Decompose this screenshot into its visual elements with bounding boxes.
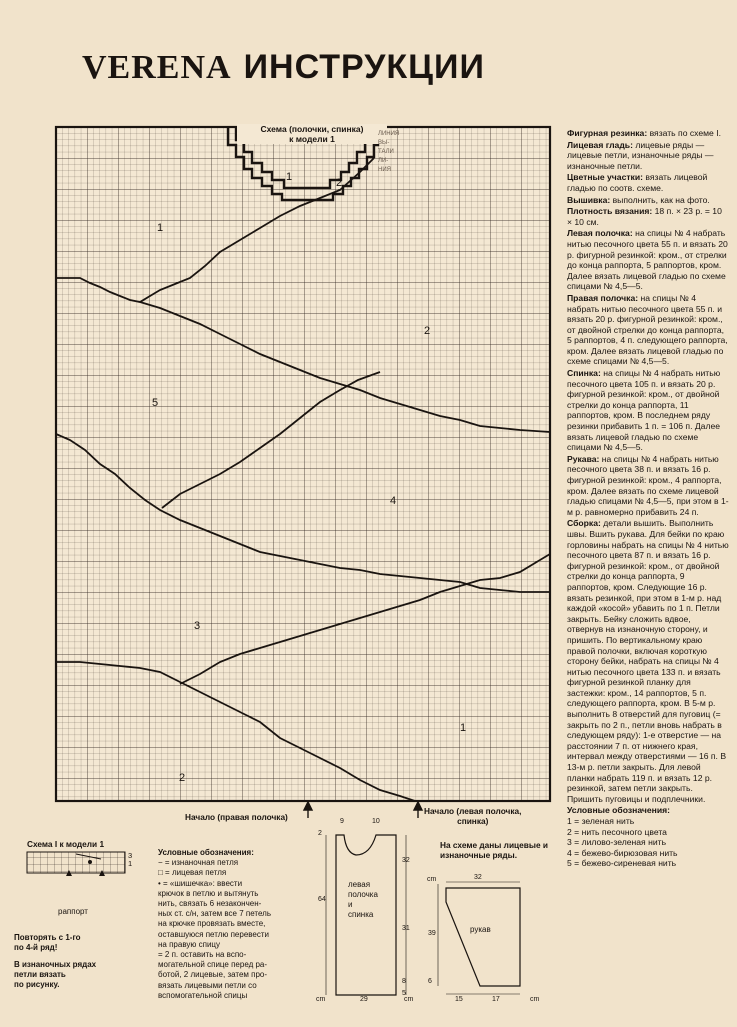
- note-line1: На схеме даны лицевые и: [440, 840, 548, 850]
- sleeve-dim: cm: [530, 996, 540, 1003]
- sleeve-dim: 6: [428, 978, 432, 985]
- sleeve-pattern: [428, 876, 558, 1006]
- start-left-line1: Начало (левая полочка,: [424, 806, 522, 816]
- instruction-body: на спицы № 4 набрать нитью песочного цвета 55 п. и вязать 20 р. фигурной резинкой: кром., от двойной стрелки до конца раппорта, 5 раппортов, 4 п. следующего раппорта, кром. Далее вязать лицевой гладью по схеме спицами № 4,5—5.: [567, 292, 728, 367]
- chart-title: [237, 124, 387, 144]
- dim-label: 32: [402, 857, 410, 864]
- instruction-paragraph: [567, 293, 729, 367]
- rapport-label: раппорт: [58, 907, 88, 916]
- start-right-label: Начало (правая полочка): [185, 812, 288, 822]
- instruction-paragraph: [567, 228, 729, 292]
- instruction-body: детали вышить. Выполнить швы. Вшить рукава. Для бейки по краю горловины набрать на спицы № 4 нитью песочного цвета 87 п. и вязать 16 р. фигурной резинкой: кром., от двойной стрелки до конца раппорта, 9 раппортов, кром. Следующие 16 р. вязать резинкой, при этом в 1-м р. над каждой «косой» убавить по 1 п. Петли закрыть. Бейку сложить вдвое, отвернув на изнаночную сторону, и пришить. По вертикальному краю правой полочки, включая короткую сторону бейки, набрать на спицы № 4 нитью песочного цвета 133 п. и вязать фигурной резинкой планку для застежки: кром., 14 раппортов, 5 п. следующего раппорта, кром. В 5-м р. выполнить 8 отверстий для пуговиц (= закрыть по 2 п., петли вновь набрать в следующем ряду): 1-е отверстие — на расстоянии 7 п. от нижнего края, интервал между отверстиями — 16 п. В 13-м р. петли закрыть. Для левой планки набрать 119 п. и вязать 12 р. резинкой, затем петли закрыть. Пришить пуговицы и подплечники.: [567, 518, 729, 804]
- zone-label: 1: [460, 722, 467, 734]
- sleeve-dim: 17: [492, 996, 500, 1003]
- colors-legend-title: Условные обозначения:: [567, 805, 670, 816]
- side-mark: ВЫ-: [378, 140, 390, 146]
- purl-note: [14, 960, 96, 990]
- instruction-body: вязать лицевой гладью по соотв. схеме.: [567, 172, 708, 193]
- legend-item: • = «шишечка»: ввести: [158, 878, 243, 888]
- instruction-heading: Лицевая гладь:: [567, 139, 633, 150]
- dim-label: 64: [318, 896, 326, 903]
- instruction-heading: Левая полочка:: [567, 228, 633, 239]
- color-legend-item: 1 = зеленая нить: [567, 816, 635, 826]
- symbol-legend: [158, 848, 318, 1001]
- dim-label: 2: [318, 830, 322, 837]
- instruction-body: лицевые ряды — лицевые петли, изнаночные ряды — изнаночные петли.: [567, 139, 714, 171]
- legend-item: вязать лицевыми петли со: [158, 980, 257, 990]
- instruction-paragraph: [567, 172, 729, 193]
- side-mark: ТАЛИ: [378, 149, 394, 155]
- legend-item: могательной спице перед ра-: [158, 960, 268, 970]
- chart-note: [440, 840, 548, 860]
- side-marks: [378, 130, 399, 175]
- instruction-body: вязать по схеме I.: [647, 128, 721, 138]
- legend-item: нить, связать 6 незакончен-: [158, 899, 262, 909]
- brand-name: VERENA: [82, 49, 232, 86]
- zone-label: 5: [152, 397, 159, 409]
- scheme1-chart: [26, 850, 138, 882]
- purl-line2: петли вязать: [14, 970, 66, 979]
- instruction-body: на спицы № 4 набрать нитью песочного цвета 38 п. и вязать 16 р. фигурной резинкой: кром., 4 раппорта, кром. Далее вязать по схеме лицевой гладью спицами № 4,5—5, при этом в 1-м р. равномерно прибавить 24 п.: [567, 453, 729, 517]
- legend-item: = 2 п. оставить на вспо-: [158, 950, 247, 960]
- legend-item: − = изнаночная петля: [158, 858, 239, 868]
- instruction-body: на спицы № 4 набрать нитью песочного цвета 55 п. и вязать 20 р. фигурной резинкой: кром., от стрелки до конца раппорта, 5 раппортов, кром. Далее вязать лицевой гладью по схеме спицами № 4,5—5.: [567, 228, 728, 292]
- body-pattern: [316, 825, 426, 1015]
- dim-label: 5: [402, 990, 406, 997]
- dim-label: 31: [402, 925, 410, 932]
- legend-item: оставшуюся петлю перевести: [158, 929, 270, 939]
- repeat-note: [14, 933, 81, 953]
- legend-item: ных ст. с/н, затем все 7 петель: [158, 909, 271, 919]
- scheme1-rows: [128, 852, 132, 868]
- instruction-heading: Фигурная резинка:: [567, 128, 648, 138]
- body-label-line: левая: [348, 880, 371, 889]
- start-left-label: [424, 806, 521, 826]
- legend-item: на правую спицу: [158, 939, 220, 949]
- color-legend-item: 4 = бежево-бирюзовая нить: [567, 847, 678, 858]
- purl-line1: В изнаночных рядах: [14, 960, 97, 969]
- sleeve-dim: cm: [427, 876, 437, 883]
- body-label-line: и: [348, 900, 353, 909]
- instruction-body: 18 п. × 23 р. = 10 × 10 см.: [567, 206, 722, 227]
- repeat-line2: по 4-й ряд!: [14, 943, 58, 952]
- legend-item: ботой, 2 лицевые, затем про-: [158, 970, 268, 980]
- note-line2: изнаночные ряды.: [440, 850, 518, 860]
- zone-label: 2: [336, 177, 343, 189]
- instruction-body: на спицы № 4 набрать нитью песочного цвета 105 п. и вязать 20 р. фигурной резинкой: кром., от двойной стрелки до конца раппорта, 11 раппортов, кром. В последнем ряду резинки прибавить 1 п. = 106 п. Далее вязать лицевой гладью по схеме спицами № 4,5—5.: [567, 368, 721, 453]
- instruction-paragraph: [567, 518, 729, 804]
- body-pattern-label: [348, 880, 378, 920]
- dim-label: cm: [404, 996, 414, 1003]
- instruction-paragraph: [567, 140, 729, 172]
- dim-label: 10: [372, 818, 380, 825]
- instruction-heading: Сборка:: [567, 518, 601, 529]
- legend-item: □ = лицевая петля: [158, 868, 227, 878]
- instruction-heading: Цветные участки:: [567, 172, 644, 183]
- instruction-paragraph: [567, 206, 729, 227]
- legend-item: крючок в петлю и вытянуть: [158, 888, 259, 898]
- row-label: 3: [128, 851, 133, 860]
- dim-label: 8: [402, 978, 406, 985]
- dim-label: 29: [360, 996, 368, 1003]
- legend-item: вспомогательной спицы: [158, 990, 248, 1000]
- purl-line3: по рисунку.: [14, 980, 60, 989]
- zone-label: 4: [390, 495, 397, 507]
- instruction-heading: Плотность вязания:: [567, 206, 653, 217]
- color-legend-item: 3 = лилово-зеленая нить: [567, 837, 667, 848]
- legend-title: Условные обозначения:: [158, 848, 254, 857]
- body-label-line: полочка: [348, 890, 378, 899]
- side-mark: ЛИ-: [378, 158, 389, 164]
- side-mark: ЛИНИЯ: [378, 131, 400, 137]
- color-legend-item: 5 = бежево-сиреневая нить: [567, 858, 677, 869]
- side-mark: НИЯ: [378, 167, 391, 173]
- instruction-paragraph: [567, 368, 729, 453]
- sleeve-label: рукав: [470, 925, 491, 934]
- row-label: 1: [128, 859, 133, 868]
- heading-instructions: ИНСТРУКЦИИ: [243, 48, 485, 86]
- zone-label: 2: [424, 325, 431, 337]
- color-legend-item: 2 = нить песочного цвета: [567, 826, 667, 837]
- zone-label: 1: [157, 222, 164, 234]
- chart-title-line2: к модели 1: [289, 134, 335, 144]
- scheme1-title: Схема I к модели 1: [27, 839, 105, 849]
- legend-item: на крючке провязать вместе,: [158, 919, 266, 929]
- start-left-line2: спинка): [457, 816, 489, 826]
- sleeve-dim: 15: [455, 996, 463, 1003]
- repeat-line1: Повторять с 1-го: [14, 933, 81, 942]
- sleeve-dim: 32: [474, 874, 482, 881]
- instruction-paragraph: [567, 195, 729, 206]
- zone-label: 3: [194, 620, 201, 632]
- instruction-paragraph: [567, 128, 729, 139]
- instruction-heading: Вышивка:: [567, 194, 611, 205]
- instruction-heading: Рукава:: [567, 453, 600, 464]
- instruction-heading: Спинка:: [567, 368, 601, 379]
- dim-label: 9: [340, 818, 344, 825]
- instructions-text: [567, 128, 729, 869]
- instruction-body: выполнить, как на фото.: [610, 194, 710, 205]
- chart-title-line1: Схема (полочки, спинка): [260, 124, 364, 134]
- zone-label: 2: [179, 772, 186, 784]
- dim-label: cm: [316, 996, 326, 1003]
- instruction-heading: Правая полочка:: [567, 292, 639, 303]
- zone-label: 1: [286, 171, 293, 183]
- body-label-line: спинка: [348, 910, 374, 919]
- instruction-paragraph: [567, 454, 729, 518]
- sleeve-dim: 39: [428, 930, 436, 937]
